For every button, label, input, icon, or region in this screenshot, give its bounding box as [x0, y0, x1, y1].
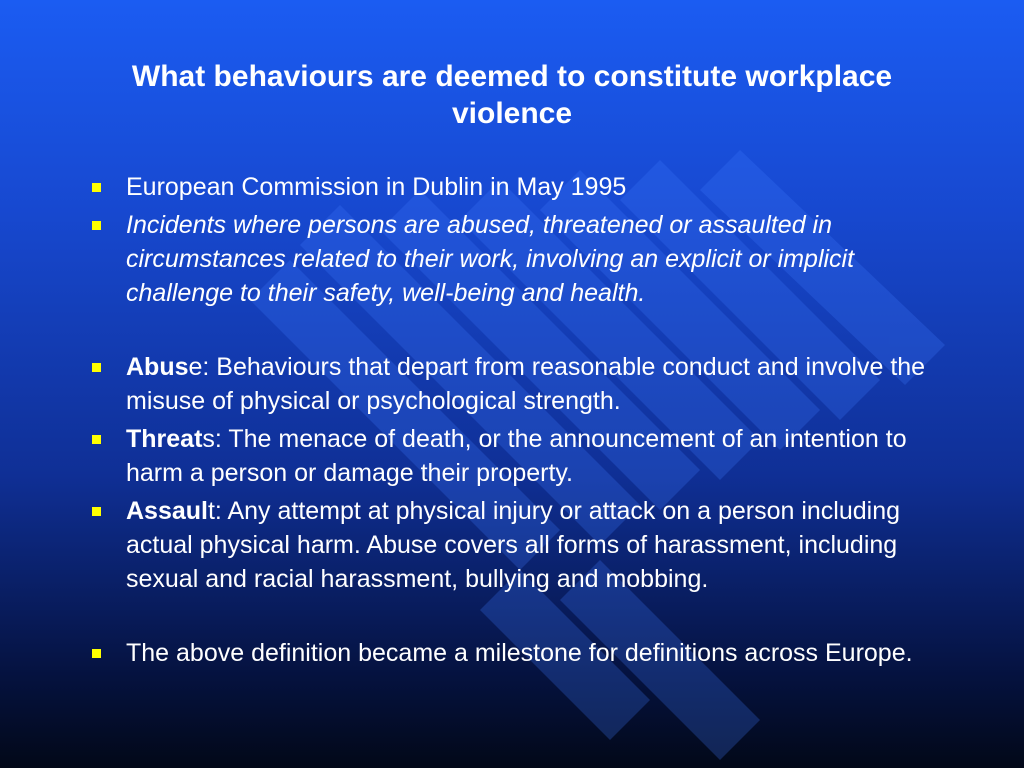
term-abuse-definition: e: Behaviours that depart from reasonable conduct and involve the misuse of physical or psychological strength. — [126, 353, 926, 415]
term-abuse: Abus — [126, 353, 189, 381]
term-threats-definition: s: The menace of death, or the announcement of an intention to harm a person or damage their property. — [126, 425, 907, 487]
bullet-list — [86, 170, 946, 670]
square-bullet-icon — [92, 221, 101, 230]
square-bullet-icon — [92, 435, 101, 444]
definition-text: Incidents where persons are abused, threatened or assaulted in circumstances related to their work, involving an explicit or implicit challenge to their safety, well-being and health. — [126, 211, 855, 307]
term-assault-definition: t: Any attempt at physical injury or attack on a person including actual physical harm. Abuse covers all forms of harassment, including sexual and racial harassment, bullying and mobbing. — [126, 497, 901, 593]
term-assault: Assaul — [126, 497, 208, 525]
bullet-text: The above definition became a milestone for definitions across Europe. — [126, 639, 913, 667]
bullet-text: European Commission in Dublin in May 1995 — [126, 173, 627, 201]
square-bullet-icon — [92, 183, 101, 192]
square-bullet-icon — [92, 363, 101, 372]
bullet-item — [86, 350, 946, 418]
term-threats: Threat — [126, 425, 203, 453]
bullet-item — [86, 494, 946, 596]
bullet-item — [86, 422, 946, 490]
bullet-item — [86, 636, 946, 670]
slide-title: What behaviours are deemed to constitute workplace violence — [131, 60, 893, 130]
bullet-item — [86, 170, 946, 204]
square-bullet-icon — [92, 649, 101, 658]
square-bullet-icon — [92, 507, 101, 516]
bullet-item — [86, 208, 946, 310]
